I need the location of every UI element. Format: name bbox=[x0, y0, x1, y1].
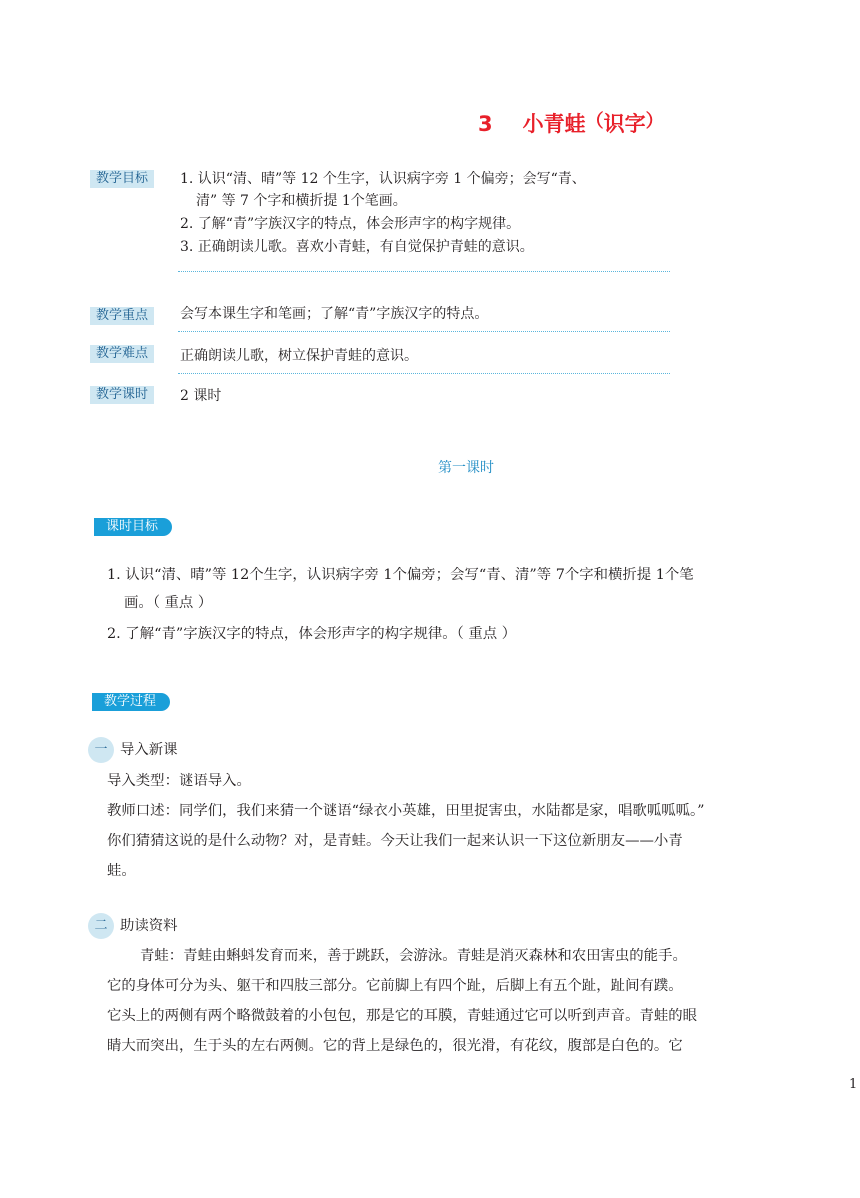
lesson-goals-pill: 课时目标 bbox=[94, 518, 172, 536]
lesson-subtitle: 识字 bbox=[603, 112, 646, 136]
key-points-text: 会写本课生字和笔画；了解“青”字族汉字的特点。 bbox=[180, 306, 489, 322]
section-title: 第一课时 bbox=[438, 460, 494, 476]
lesson-name: 小青蛙 bbox=[522, 112, 586, 136]
step2-title: 助读资料 bbox=[120, 918, 178, 934]
goals-line-2: 清” 等 7 个字和横折提 1个笔画。 bbox=[196, 193, 407, 209]
key-points-tag: 教学重点 bbox=[90, 307, 154, 325]
goals-line-3: 2. 了解“青”字族汉字的特点，体会形声字的构字规律。 bbox=[180, 216, 521, 232]
goals-line-4: 3. 正确朗读儿歌。喜欢小青蛙，有自觉保护青蛙的意识。 bbox=[180, 239, 534, 255]
step1-line-1: 导入类型：谜语导入。 bbox=[107, 773, 251, 789]
periods-text: 2 课时 bbox=[180, 388, 222, 404]
goals-tag: 教学目标 bbox=[90, 170, 154, 188]
step1-title: 导入新课 bbox=[120, 742, 178, 758]
paren-close: ） bbox=[645, 111, 664, 132]
difficulties-text: 正确朗读儿歌，树立保护青蛙的意识。 bbox=[180, 348, 418, 364]
process-pill: 教学过程 bbox=[92, 693, 170, 711]
step1-line-2: 教师口述：同学们，我们来猜一个谜语“绿衣小英雄，田里捉害虫，水陆都是家，唱歌呱呱呱。” bbox=[107, 803, 705, 819]
lesson-title bbox=[478, 108, 664, 138]
lesson-number: 3 bbox=[478, 112, 493, 136]
page-number: 1 bbox=[849, 1077, 858, 1092]
divider bbox=[178, 373, 670, 374]
lesson-goals-line-2: 画。（ 重点 ） bbox=[124, 595, 213, 611]
divider bbox=[178, 271, 670, 272]
divider bbox=[178, 331, 670, 332]
lesson-goals-line-1: 1. 认识“清、晴”等 12个生字，认识病字旁 1个偏旁；会写“青、清”等 7个字和横折提 1个笔 bbox=[107, 567, 694, 583]
difficulties-tag: 教学难点 bbox=[90, 345, 154, 363]
step2-line-4: 睛大而突出，生于头的左右两侧。它的背上是绿色的，很光滑，有花纹，腹部是白色的。它 bbox=[107, 1038, 683, 1054]
step1-line-3: 你们猜猜这说的是什么动物？对，是青蛙。今天让我们一起来认识一下这位新朋友——小青 bbox=[107, 833, 683, 849]
step-number-badge: 一 bbox=[88, 737, 114, 763]
step2-line-3: 它头上的两侧有两个略微鼓着的小包包，那是它的耳膜，青蛙通过它可以听到声音。青蛙的眼 bbox=[107, 1008, 698, 1024]
goals-line-1: 1. 认识“清、晴”等 12 个生字，认识病字旁 1 个偏旁；会写“青、 bbox=[180, 171, 586, 187]
step2-line-1: 青蛙：青蛙由蝌蚪发育而来，善于跳跃，会游泳。青蛙是消灭森林和农田害虫的能手。 bbox=[140, 948, 687, 964]
step-number-badge: 二 bbox=[88, 913, 114, 939]
periods-tag: 教学课时 bbox=[90, 386, 154, 404]
step2-line-2: 它的身体可分为头、躯干和四肢三部分。它前脚上有四个趾，后脚上有五个趾，趾间有蹼。 bbox=[107, 978, 683, 994]
step1-line-4: 蛙。 bbox=[107, 863, 136, 879]
paren-open: （ bbox=[585, 111, 604, 132]
lesson-goals-line-3: 2. 了解“青”字族汉字的特点，体会形声字的构字规律。（ 重点 ） bbox=[107, 626, 517, 642]
